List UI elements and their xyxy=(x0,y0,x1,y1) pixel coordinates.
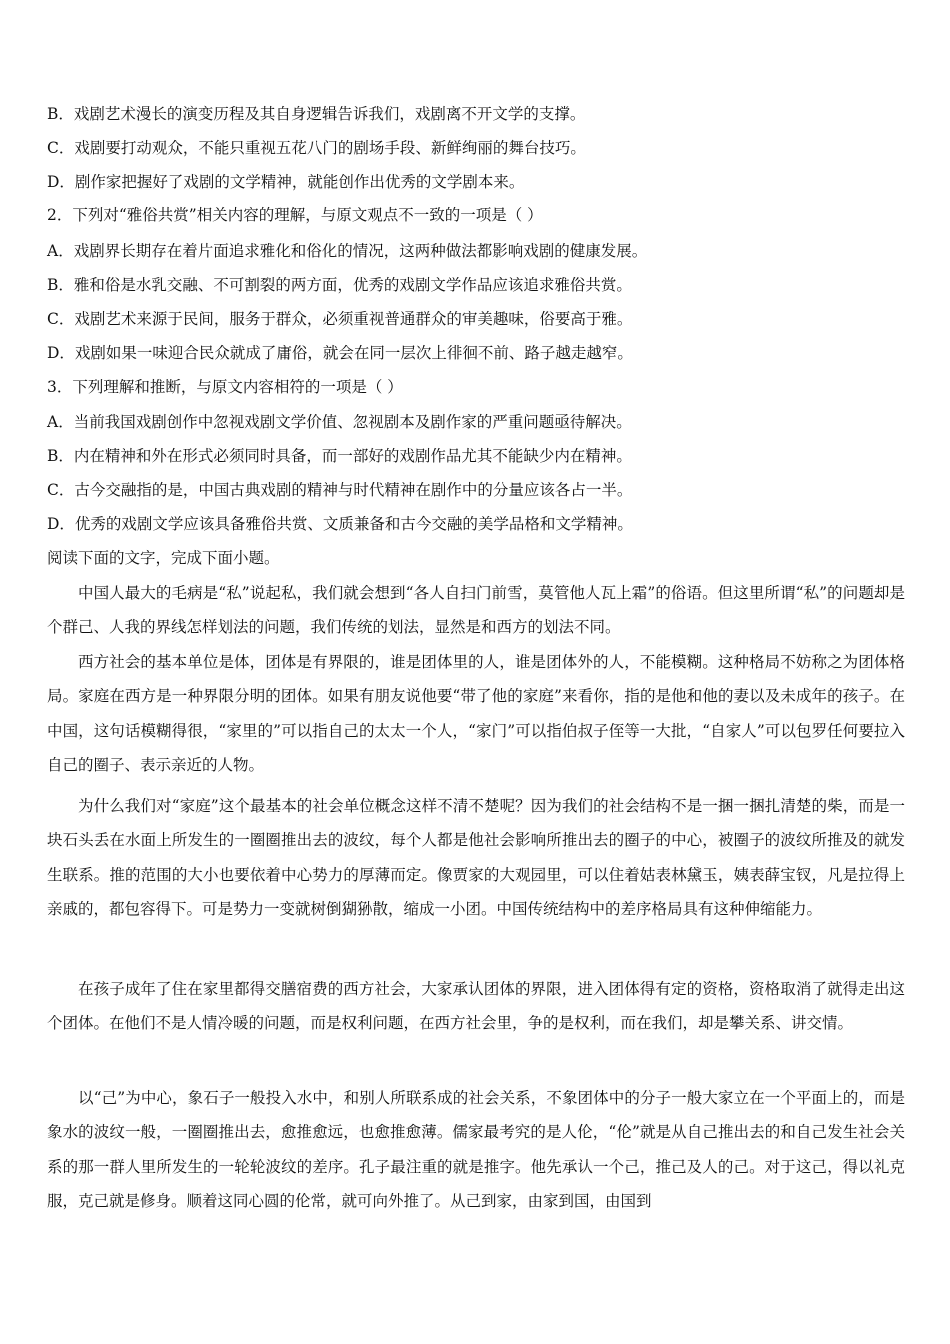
q3-option-b: B．内在精神和外在形式必须同时具备，而一部好的戏剧作品尤其不能缺少内在精神。 xyxy=(47,447,632,465)
option-b-line: B．戏剧艺术漫长的演变历程及其自身逻辑告诉我们，戏剧离不开文学的支撑。 xyxy=(47,105,586,123)
passage-paragraph-5: 以“己”为中心，象石子一般投入水中，和别人所联系成的社会关系，不象团体中的分子一般大家立在一个平面上的，而是象水的波纹一般，一圈圈推出去，愈推愈远，也愈推愈薄。儒家最考究的是人伦，“伦”就是从自己推出去的和自己发生社会关系的那一群人里所发生的一轮轮波纹的差序。孔子最注重的就是推字。他先承认一个己，推己及人的己。对于这己，得以礼克服，克己就是修身。顺着这同心圆的伦常，就可向外推了。从己到家，由家到国，由国到 xyxy=(47,1089,905,1211)
option-c-line: C．戏剧要打动观众，不能只重视五花八门的剧场手段、新鲜绚丽的舞台技巧。 xyxy=(47,139,586,157)
passage-paragraph-4: 在孩子成年了住在家里都得交膳宿费的西方社会，大家承认团体的界限，进入团体得有定的资格，资格取消了就得走出这个团体。在他们不是人情冷暖的问题，而是权利问题，在西方社会里，争的是权利，而在我们，却是攀关系、讲交情。 xyxy=(47,980,905,1033)
q3-option-a: A．当前我国戏剧创作中忽视戏剧文学价值、忽视剧本及剧作家的严重问题亟待解决。 xyxy=(47,413,632,431)
passage-paragraph-1: 中国人最大的毛病是“私”说起私，我们就会想到“各人自扫门前雪，莫管他人瓦上霜”的俗语。但这里所谓“私”的问题却是个群己、人我的界线怎样划法的问题，我们传统的划法，显然是和西方的划法不同。 xyxy=(47,584,905,637)
question-3-stem: 3．下列理解和推断，与原文内容相符的一项是（ ） xyxy=(47,378,403,396)
question-2-stem: 2．下列对“雅俗共赏”相关内容的理解，与原文观点不一致的一项是（ ） xyxy=(47,206,543,224)
q3-option-d: D．优秀的戏剧文学应该具备雅俗共赏、文质兼备和古今交融的美学品格和文学精神。 xyxy=(47,515,633,533)
q2-option-d: D．戏剧如果一味迎合民众就成了庸俗，就会在同一层次上徘徊不前、路子越走越窄。 xyxy=(47,344,633,362)
option-d-line: D．剧作家把握好了戏剧的文学精神，就能创作出优秀的文学剧本来。 xyxy=(47,173,525,191)
q3-option-c: C．古今交融指的是，中国古典戏剧的精神与时代精神在剧作中的分量应该各占一半。 xyxy=(47,481,633,499)
q2-option-c: C．戏剧艺术来源于民间，服务于群众，必须重视普通群众的审美趣味，俗要高于雅。 xyxy=(47,310,633,328)
q2-option-a: A．戏剧界长期存在着片面追求雅化和俗化的情况，这两种做法都影响戏剧的健康发展。 xyxy=(47,242,648,260)
passage-paragraph-2: 西方社会的基本单位是体，团体是有界限的，谁是团体里的人，谁是团体外的人，不能模糊。这种格局不妨称之为团体格局。家庭在西方是一种界限分明的团体。如果有朋友说他要“带了他的家庭”来看你，指的是他和他的妻以及未成年的孩子。在中国，这句话模糊得很，“家里的”可以指自己的太太一个人，“家门”可以指伯叔子侄等一大批，“自家人”可以包罗任何要拉入自己的圈子、表示亲近的人物。 xyxy=(47,653,905,775)
passage-paragraph-3: 为什么我们对“家庭”这个最基本的社会单位概念这样不清不楚呢？因为我们的社会结构不是一捆一捆扎清楚的柴，而是一块石头丢在水面上所发生的一圈圈推出去的波纹，每个人都是他社会影响所推出去的圈子的中心，被圈子的波纹所推及的就发生联系。推的范围的大小也要依着中心势力的厚薄而定。像贾家的大观园里，可以住着姑表林黛玉，姨表薛宝钗，凡是拉得上亲戚的，都包容得下。可是势力一变就树倒猢狲散，缩成一小团。中国传统结构中的差序格局具有这种伸缩能力。 xyxy=(47,797,905,919)
q2-option-b: B．雅和俗是水乳交融、不可割裂的两方面，优秀的戏剧文学作品应该追求雅俗共赏。 xyxy=(47,276,632,294)
reading-instruction: 阅读下面的文字，完成下面小题。 xyxy=(47,549,280,567)
